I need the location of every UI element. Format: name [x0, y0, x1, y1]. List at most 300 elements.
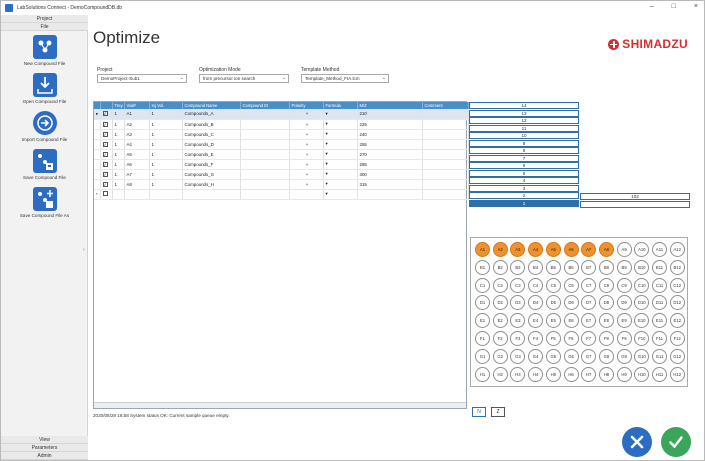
plate-well[interactable]: E8	[599, 313, 614, 328]
import-compound-file-label: Import Compound File	[21, 137, 68, 142]
plate-well[interactable]: B8	[599, 260, 614, 275]
minimize-icon[interactable]: –	[649, 3, 654, 10]
plate-well[interactable]: H7	[581, 367, 596, 382]
grid-header-tray[interactable]: Trey	[112, 102, 124, 109]
sidebar	[1, 15, 88, 460]
plate-well[interactable]: G7	[581, 349, 596, 364]
cell-mz[interactable]: 240	[357, 129, 422, 139]
checkbox-icon[interactable]: ✓	[103, 181, 107, 187]
window-controls	[650, 3, 698, 10]
chevron-down-icon[interactable]: ▾	[325, 131, 328, 136]
cell-comment[interactable]	[422, 159, 468, 169]
chevron-down-icon[interactable]: ▾	[325, 191, 328, 196]
project-select[interactable]	[97, 74, 187, 83]
tab-parameters[interactable]: Parameters	[1, 444, 88, 452]
plate-well[interactable]: E9	[617, 313, 632, 328]
mass-list-item[interactable]	[469, 132, 579, 139]
plate-well[interactable]: G1	[475, 349, 490, 364]
cell-inj-vol[interactable]: 1	[149, 169, 182, 179]
chevron-down-icon[interactable]: ▾	[325, 110, 328, 116]
row-checkbox[interactable]	[100, 109, 112, 119]
cell-comment[interactable]	[422, 179, 468, 189]
cell-comment[interactable]	[422, 169, 468, 179]
plate-well[interactable]: H11	[652, 367, 667, 382]
plate-well[interactable]: G2	[493, 349, 508, 364]
chevron-down-icon[interactable]: ▾	[325, 181, 328, 186]
new-row-cell[interactable]	[182, 189, 240, 199]
cell-tray[interactable]: 1	[112, 129, 124, 139]
cell-mz[interactable]: 210	[357, 109, 422, 119]
table-row[interactable]	[94, 179, 468, 189]
plate-well[interactable]: D8	[599, 295, 614, 310]
plate-well[interactable]: E7	[581, 313, 596, 328]
cell-compound-name[interactable]: Compounds_B	[182, 119, 240, 129]
cell-formula[interactable]	[323, 139, 357, 149]
cell-tray[interactable]: 1	[112, 169, 124, 179]
row-checkbox[interactable]	[100, 139, 112, 149]
mass-list-label: 8	[522, 148, 526, 153]
mass-list-label: 6	[522, 163, 526, 168]
cell-vial[interactable]: A8	[124, 179, 149, 189]
plate-well[interactable]: E3	[510, 313, 525, 328]
plate-well[interactable]: D3	[510, 295, 525, 310]
plate-well[interactable]: C3	[510, 278, 525, 293]
plate-well[interactable]: D12	[670, 295, 685, 310]
cell-compound-id[interactable]	[240, 149, 289, 159]
plate-well[interactable]: A4	[528, 242, 543, 257]
plate-well[interactable]: F12	[670, 331, 685, 346]
plate-well[interactable]: E10	[634, 313, 649, 328]
plate-well[interactable]: D5	[546, 295, 561, 310]
table-row[interactable]	[94, 109, 468, 119]
save-compound-file-label: Save Compound File	[23, 175, 66, 180]
plate-well[interactable]: C1	[475, 278, 490, 293]
chevron-down-icon: ⌄	[381, 75, 386, 81]
tab-file[interactable]: File	[1, 23, 88, 31]
cell-polarity[interactable]: +	[289, 169, 323, 179]
plate-well[interactable]: F5	[546, 331, 561, 346]
cell-polarity[interactable]: +	[289, 139, 323, 149]
cell-comment[interactable]	[422, 139, 468, 149]
mass-list-item[interactable]	[469, 200, 639, 207]
mass-list-item[interactable]	[469, 192, 639, 199]
cell-compound-name[interactable]: Compounds_D	[182, 139, 240, 149]
cell-compound-name[interactable]: Compounds_E	[182, 149, 240, 159]
cell-mz[interactable]: 315	[357, 179, 422, 189]
cell-compound-id[interactable]	[240, 109, 289, 119]
plate-well[interactable]: D11	[652, 295, 667, 310]
mass-list-label: 1	[522, 200, 526, 206]
new-row-cell[interactable]	[112, 189, 124, 199]
table-row[interactable]	[94, 129, 468, 139]
cell-vial[interactable]: A4	[124, 139, 149, 149]
tab-admin[interactable]: Admin	[1, 452, 88, 460]
row-checkbox[interactable]	[100, 149, 112, 159]
mass-list-value: 101	[580, 201, 690, 208]
checkbox-icon[interactable]: ✓	[103, 121, 107, 127]
cell-inj-vol[interactable]: 1	[149, 109, 182, 119]
save-compound-file-as-button[interactable]	[1, 187, 88, 219]
plate-well[interactable]: A6	[564, 242, 579, 257]
cell-polarity[interactable]: +	[289, 119, 323, 129]
row-indicator[interactable]: ▸	[94, 109, 100, 119]
mass-list-label: 14	[521, 103, 527, 108]
plate-well[interactable]: C4	[528, 278, 543, 293]
cell-mz[interactable]: 270	[357, 149, 422, 159]
chevron-down-icon[interactable]: ▾	[325, 171, 328, 176]
cell-tray[interactable]: 1	[112, 139, 124, 149]
plate-well[interactable]: F6	[564, 331, 579, 346]
ok-button[interactable]	[661, 427, 691, 457]
z-button[interactable]: Z	[491, 407, 505, 417]
mass-list-item[interactable]	[469, 102, 579, 109]
plate-well[interactable]: G12	[670, 349, 685, 364]
plate-well[interactable]: B1	[475, 260, 490, 275]
cell-vial[interactable]: A5	[124, 149, 149, 159]
plate-well[interactable]: F8	[599, 331, 614, 346]
plate-well[interactable]: D4	[528, 295, 543, 310]
close-icon[interactable]: ×	[693, 3, 698, 10]
plate-well[interactable]: A5	[546, 242, 561, 257]
plate-well[interactable]: B7	[581, 260, 596, 275]
plate-well[interactable]: B2	[493, 260, 508, 275]
plate-well[interactable]: C6	[564, 278, 579, 293]
cell-compound-name[interactable]: Compounds_F	[182, 159, 240, 169]
new-row-cell[interactable]	[240, 189, 289, 199]
new-row-cell[interactable]	[149, 189, 182, 199]
mass-list-label: 12	[521, 118, 527, 123]
plate-well[interactable]: H12	[670, 367, 685, 382]
row-checkbox[interactable]	[100, 129, 112, 139]
plate-well[interactable]: D7	[581, 295, 596, 310]
main-panel	[89, 15, 704, 460]
table-row[interactable]	[94, 159, 468, 169]
cell-compound-id[interactable]	[240, 139, 289, 149]
mass-list-item[interactable]	[469, 185, 579, 192]
plate-well[interactable]: B10	[634, 260, 649, 275]
grid-header-polarity[interactable]: Polarity	[289, 102, 323, 109]
cell-inj-vol[interactable]: 1	[149, 179, 182, 189]
row-checkbox[interactable]	[100, 119, 112, 129]
plate-well[interactable]: H9	[617, 367, 632, 382]
sidebar-bottom-tabs	[1, 436, 88, 460]
cell-tray[interactable]: 1	[112, 119, 124, 129]
cell-inj-vol[interactable]: 1	[149, 119, 182, 129]
grid-header-compound-id[interactable]: Compound ID	[240, 102, 289, 109]
open-file-icon	[33, 73, 57, 97]
cell-mz[interactable]: 300	[357, 169, 422, 179]
close-x-icon	[628, 433, 646, 451]
cell-formula[interactable]	[323, 149, 357, 159]
plate-well[interactable]: G10	[634, 349, 649, 364]
mass-list-item[interactable]	[469, 162, 579, 169]
brand-text: SHIMADZU	[622, 37, 688, 51]
plate-well[interactable]: B12	[670, 260, 685, 275]
optimization-mode-select[interactable]	[199, 74, 289, 83]
cell-compound-id[interactable]	[240, 119, 289, 129]
plate-well[interactable]: D10	[634, 295, 649, 310]
chevron-down-icon[interactable]: ▾	[325, 151, 328, 156]
cell-tray[interactable]: 1	[112, 159, 124, 169]
plate-well[interactable]: F2	[493, 331, 508, 346]
mass-list-item[interactable]	[469, 147, 579, 154]
plate-well[interactable]: F9	[617, 331, 632, 346]
cell-mz[interactable]: 255	[357, 139, 422, 149]
new-row-cell[interactable]: *	[94, 189, 100, 199]
cell-compound-name[interactable]: Compounds_A	[182, 109, 240, 119]
cell-compound-name[interactable]: Compounds_G	[182, 169, 240, 179]
plate-well[interactable]: E6	[564, 313, 579, 328]
plate-well[interactable]: C10	[634, 278, 649, 293]
plate-well[interactable]: G11	[652, 349, 667, 364]
cell-inj-vol[interactable]: 1	[149, 149, 182, 159]
plate-well[interactable]: G4	[528, 349, 543, 364]
checkbox-icon[interactable]: ✓	[103, 151, 107, 157]
plate-well[interactable]: H10	[634, 367, 649, 382]
mass-list-label: 2	[522, 193, 526, 198]
plate-well[interactable]: B6	[564, 260, 579, 275]
grid-header-mz[interactable]: M/Z	[357, 102, 422, 109]
new-row-cell[interactable]	[289, 189, 323, 199]
collapse-sidebar-icon[interactable]: ‹	[83, 247, 85, 253]
titlebar	[1, 1, 704, 15]
mass-list-label: 10	[521, 133, 527, 138]
checkbox-icon[interactable]	[103, 191, 108, 196]
cell-compound-id[interactable]	[240, 129, 289, 139]
optimization-mode-value: from precursor ion search	[203, 76, 256, 81]
plate-well[interactable]: C7	[581, 278, 596, 293]
cell-vial[interactable]: A1	[124, 109, 149, 119]
new-row[interactable]	[94, 189, 468, 199]
cell-comment[interactable]	[422, 109, 468, 119]
save-compound-file-as-label: Save Compound File As	[19, 213, 70, 218]
new-file-icon	[33, 35, 57, 59]
cell-formula[interactable]	[323, 179, 357, 189]
grid-header-inj-vol[interactable]: Inj Vol.	[149, 102, 182, 109]
maximize-icon[interactable]: □	[671, 3, 676, 10]
row-checkbox[interactable]	[100, 169, 112, 179]
plate-well[interactable]: H5	[546, 367, 561, 382]
cell-formula[interactable]	[323, 129, 357, 139]
plate-well[interactable]: F3	[510, 331, 525, 346]
horizontal-scrollbar[interactable]	[94, 402, 466, 408]
checkbox-icon[interactable]: ✓	[103, 161, 107, 167]
plate-well[interactable]: A2	[493, 242, 508, 257]
cell-comment[interactable]	[422, 149, 468, 159]
n-button[interactable]: N	[472, 407, 486, 417]
compound-grid	[93, 101, 467, 409]
new-row-cell[interactable]	[124, 189, 149, 199]
chevron-down-icon[interactable]: ▾	[325, 121, 328, 126]
cancel-button[interactable]	[622, 427, 652, 457]
plate-well[interactable]: A10	[634, 242, 649, 257]
grid-header-comment[interactable]: Comment	[422, 102, 468, 109]
cell-polarity[interactable]: +	[289, 159, 323, 169]
import-compound-file-button[interactable]	[1, 111, 88, 143]
table-row[interactable]	[94, 119, 468, 129]
table-row[interactable]	[94, 139, 468, 149]
plate-well[interactable]: A8	[599, 242, 614, 257]
mass-list-item[interactable]	[469, 117, 579, 124]
new-compound-file-button[interactable]	[1, 35, 88, 67]
cell-compound-name[interactable]: Compounds_C	[182, 129, 240, 139]
chevron-down-icon: ⌄	[179, 75, 184, 81]
plate-well[interactable]: F10	[634, 331, 649, 346]
plate-well[interactable]: H2	[493, 367, 508, 382]
mass-list-item[interactable]	[469, 140, 579, 147]
plate-well[interactable]: G5	[546, 349, 561, 364]
new-row-cell[interactable]	[422, 189, 468, 199]
cell-compound-id[interactable]	[240, 169, 289, 179]
new-row-cell[interactable]	[323, 189, 357, 199]
plate-well[interactable]: H8	[599, 367, 614, 382]
checkbox-icon[interactable]: ✓	[103, 111, 107, 117]
mass-list-item[interactable]	[469, 170, 579, 177]
plate-well[interactable]: G3	[510, 349, 525, 364]
cell-compound-id[interactable]	[240, 179, 289, 189]
mass-list-label: 5	[522, 170, 526, 176]
plate-well[interactable]: B9	[617, 260, 632, 275]
plate-well[interactable]: B4	[528, 260, 543, 275]
mass-list-item[interactable]	[469, 177, 579, 184]
cell-inj-vol[interactable]: 1	[149, 139, 182, 149]
cell-vial[interactable]: A3	[124, 129, 149, 139]
save-compound-file-button[interactable]	[1, 149, 88, 181]
plate-well[interactable]: C5	[546, 278, 561, 293]
grid-header-formula[interactable]: Formula	[323, 102, 357, 109]
plate-well[interactable]: B5	[546, 260, 561, 275]
cell-compound-name[interactable]: Compounds_H	[182, 179, 240, 189]
plate-well[interactable]: B3	[510, 260, 525, 275]
save-as-file-icon	[33, 187, 57, 211]
cell-compound-id[interactable]	[240, 159, 289, 169]
cell-comment[interactable]	[422, 119, 468, 129]
plate-well[interactable]: F11	[652, 331, 667, 346]
cell-polarity[interactable]: +	[289, 109, 323, 119]
plate-well[interactable]: A3	[510, 242, 525, 257]
grid-header-vial[interactable]: Vial#	[124, 102, 149, 109]
plate-well[interactable]: A9	[617, 242, 632, 257]
optimization-mode-label: Optimization Mode	[199, 67, 241, 73]
cell-mz[interactable]: 285	[357, 159, 422, 169]
chevron-down-icon[interactable]: ▾	[325, 161, 328, 166]
plate-well[interactable]: H1	[475, 367, 490, 382]
plate-well[interactable]: E1	[475, 313, 490, 328]
tab-view[interactable]: View	[1, 436, 88, 444]
plate-well[interactable]: E2	[493, 313, 508, 328]
cell-polarity[interactable]: +	[289, 149, 323, 159]
plate-well[interactable]: A1	[475, 242, 490, 257]
cell-polarity[interactable]: +	[289, 129, 323, 139]
checkmark-icon	[667, 433, 685, 451]
new-row-cell[interactable]	[357, 189, 422, 199]
project-label: Project	[97, 67, 113, 73]
plate-well[interactable]: D1	[475, 295, 490, 310]
plate-well[interactable]: F4	[528, 331, 543, 346]
cell-inj-vol[interactable]: 1	[149, 159, 182, 169]
cell-inj-vol[interactable]: 1	[149, 129, 182, 139]
cell-formula[interactable]	[323, 109, 357, 119]
plate-well[interactable]: C11	[652, 278, 667, 293]
chevron-down-icon[interactable]: ▾	[325, 141, 328, 146]
plate-well[interactable]: G8	[599, 349, 614, 364]
plate-well[interactable]: F1	[475, 331, 490, 346]
plate-well[interactable]: D2	[493, 295, 508, 310]
cell-tray[interactable]: 1	[112, 179, 124, 189]
mass-list-label: 4	[522, 178, 526, 183]
plate-well[interactable]: G6	[564, 349, 579, 364]
mass-list-label: 3	[522, 185, 526, 191]
cell-tray[interactable]: 1	[112, 109, 124, 119]
plate-well[interactable]: H4	[528, 367, 543, 382]
mass-list-label: 9	[522, 140, 526, 146]
mass-list-item[interactable]	[469, 125, 579, 132]
cell-vial[interactable]: A2	[124, 119, 149, 129]
table-row[interactable]	[94, 149, 468, 159]
plate-well[interactable]: H3	[510, 367, 525, 382]
plate-well[interactable]: E11	[652, 313, 667, 328]
mass-list-label: 7	[522, 155, 526, 161]
plate-well[interactable]: C9	[617, 278, 632, 293]
cell-mz[interactable]: 225	[357, 119, 422, 129]
mass-list-item[interactable]	[469, 155, 579, 162]
plate-well[interactable]: E12	[670, 313, 685, 328]
brand-logo	[608, 37, 688, 51]
plate-well[interactable]: G9	[617, 349, 632, 364]
tab-project[interactable]: Project	[1, 15, 88, 23]
open-compound-file-button[interactable]	[1, 73, 88, 105]
cell-vial[interactable]: A7	[124, 169, 149, 179]
plate-well[interactable]: A7	[581, 242, 596, 257]
row-checkbox[interactable]	[100, 179, 112, 189]
cell-formula[interactable]	[323, 159, 357, 169]
plate-well[interactable]: D6	[564, 295, 579, 310]
plate-well[interactable]: F7	[581, 331, 596, 346]
chevron-down-icon: ⌄	[281, 75, 286, 81]
mass-list	[469, 102, 679, 207]
plate-well[interactable]: D9	[617, 295, 632, 310]
plate-well[interactable]: H6	[564, 367, 579, 382]
template-method-label: Template Method	[301, 67, 340, 73]
cell-formula[interactable]	[323, 169, 357, 179]
mass-list-item[interactable]	[469, 110, 579, 117]
cell-comment[interactable]	[422, 129, 468, 139]
template-method-select[interactable]	[301, 74, 389, 83]
plate-well[interactable]: C12	[670, 278, 685, 293]
page-title: Optimize	[93, 28, 161, 47]
row-checkbox[interactable]	[100, 159, 112, 169]
plate-well[interactable]: A12	[670, 242, 685, 257]
cell-polarity[interactable]: +	[289, 179, 323, 189]
plate-well[interactable]: B11	[652, 260, 667, 275]
checkbox-icon[interactable]: ✓	[103, 131, 107, 137]
plate-well[interactable]: E4	[528, 313, 543, 328]
save-file-icon	[33, 149, 57, 173]
cell-formula[interactable]	[323, 119, 357, 129]
new-row-cell[interactable]	[100, 189, 112, 199]
checkbox-icon[interactable]: ✓	[103, 141, 107, 147]
plate-well[interactable]: C8	[599, 278, 614, 293]
cell-vial[interactable]: A6	[124, 159, 149, 169]
plate-well[interactable]: E5	[546, 313, 561, 328]
shimadzu-logo-icon	[608, 39, 619, 50]
checkbox-icon[interactable]: ✓	[103, 171, 107, 177]
plate-well[interactable]: A11	[652, 242, 667, 257]
plate-well[interactable]: C2	[493, 278, 508, 293]
cell-tray[interactable]: 1	[112, 149, 124, 159]
grid-header-compound-name[interactable]: Compound Name	[182, 102, 240, 109]
table-row[interactable]	[94, 169, 468, 179]
